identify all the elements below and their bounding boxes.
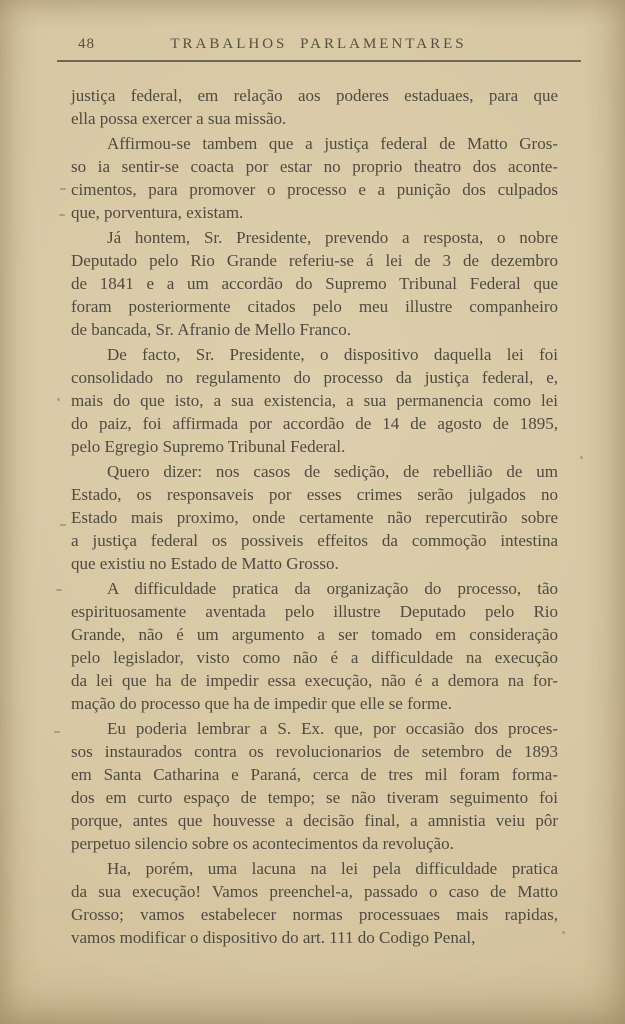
text-line: so ia sentir-se coacta por estar no proprio theatro dos aconte- <box>71 157 558 176</box>
text-line: mais do que isto, a sua existencia, a sua permanencia como lei <box>71 391 558 410</box>
text-line: mação do processo que ha de impedir que elle se forme. <box>71 694 452 713</box>
text-line: perpetuo silencio sobre os acontecimentos da revolução. <box>71 834 454 853</box>
paragraph-5 <box>71 460 558 575</box>
text-line: a justiça federal os possiveis effeitos da commoção intestina <box>71 531 558 550</box>
text-line: Grande, não é um argumento a ser tomado em consideração <box>71 625 558 644</box>
text-line: do paiz, foi affirmada por accordão de 14 de agosto de 1895, <box>71 414 558 433</box>
text-line: porque, antes que houvesse a decisão final, a amnistia veiu pôr <box>71 811 558 830</box>
text-line: cimentos, para promover o processo e a punição dos culpados <box>71 180 558 199</box>
paragraph-2 <box>71 132 558 224</box>
text-line: Eu poderia lembrar a S. Ex. que, por occasião dos proces- <box>107 719 558 738</box>
text-line: Grosso; vamos estabelecer normas processuaes mais rapidas, <box>71 905 558 924</box>
scan-speck <box>60 524 66 526</box>
text-line: Estado, os responsaveis por esses crimes serão julgados no <box>71 485 558 504</box>
text-line: sos instaurados contra os revolucionarios de setembro de 1893 <box>71 742 558 761</box>
header-rule <box>57 60 581 62</box>
text-line: Quero dizer: nos casos de sedição, de rebellião de um <box>107 462 558 481</box>
paragraph-6 <box>71 577 558 715</box>
scan-speck <box>60 188 66 190</box>
paragraph-1 <box>71 84 558 130</box>
scan-speck <box>59 214 65 216</box>
scan-speck <box>562 931 565 934</box>
text-line: espirituosamente aventada pelo illustre Deputado pelo Rio <box>71 602 558 621</box>
text-line: vamos modificar o dispositivo do art. 111 do Codigo Penal, <box>71 928 476 947</box>
text-line: Affirmou-se tambem que a justiça federal de Matto Gros- <box>107 134 558 153</box>
paragraph-7 <box>71 717 558 855</box>
text-line: justiça federal, em relação aos poderes estaduaes, para que <box>71 86 558 105</box>
text-line: que existiu no Estado de Matto Grosso. <box>71 554 339 573</box>
text-line: Estado mais proximo, onde certamente não repercutirão sobre <box>71 508 558 527</box>
scan-speck <box>580 456 583 459</box>
text-line: Ha, porém, uma lacuna na lei pela difficuldade pratica <box>107 859 558 878</box>
paragraph-4 <box>71 343 558 458</box>
text-block <box>71 84 558 949</box>
text-line: da lei que ha de impedir essa execução, não é a demora na for- <box>71 671 558 690</box>
paragraph-3 <box>71 226 558 341</box>
text-line: de bancada, Sr. Afranio de Mello Franco. <box>71 320 351 339</box>
page-number: 48 <box>78 36 95 52</box>
scan-speck <box>54 731 60 733</box>
text-line: de 1841 e a um accordão do Supremo Tribunal Federal que <box>71 274 558 293</box>
text-line: dos em curto espaço de tempo; se não tiveram seguimento foi <box>71 788 558 807</box>
text-line: ella possa exercer a sua missão. <box>71 109 287 128</box>
text-line: Deputado pelo Rio Grande referiu-se á lei de 3 de dezembro <box>71 251 558 270</box>
text-line: em Santa Catharina e Paraná, cerca de tres mil foram forma- <box>71 765 558 784</box>
text-line: Já hontem, Sr. Presidente, prevendo a resposta, o nobre <box>107 228 558 247</box>
text-line: que, porventura, existam. <box>71 203 244 222</box>
scan-speck <box>57 398 60 401</box>
scan-speck <box>56 589 62 591</box>
text-line: pelo legislador, visto como não é a difficuldade na execução <box>71 648 558 667</box>
running-header <box>58 36 579 56</box>
text-line: foram posteriormente citados pelo meu illustre companheiro <box>71 297 558 316</box>
text-line: consolidado no regulamento do processo da justiça federal, e, <box>71 368 558 387</box>
text-line: pelo Egregio Supremo Tribunal Federal. <box>71 437 346 456</box>
text-line: da sua execução! Vamos preenchel-a, passado o caso de Matto <box>71 882 558 901</box>
text-line: A difficuldade pratica da organização do processo, tão <box>107 579 558 598</box>
text-line: De facto, Sr. Presidente, o dispositivo daquella lei foi <box>107 345 558 364</box>
running-header-title: TRABALHOS PARLAMENTARES <box>170 36 467 52</box>
paragraph-8 <box>71 857 558 949</box>
